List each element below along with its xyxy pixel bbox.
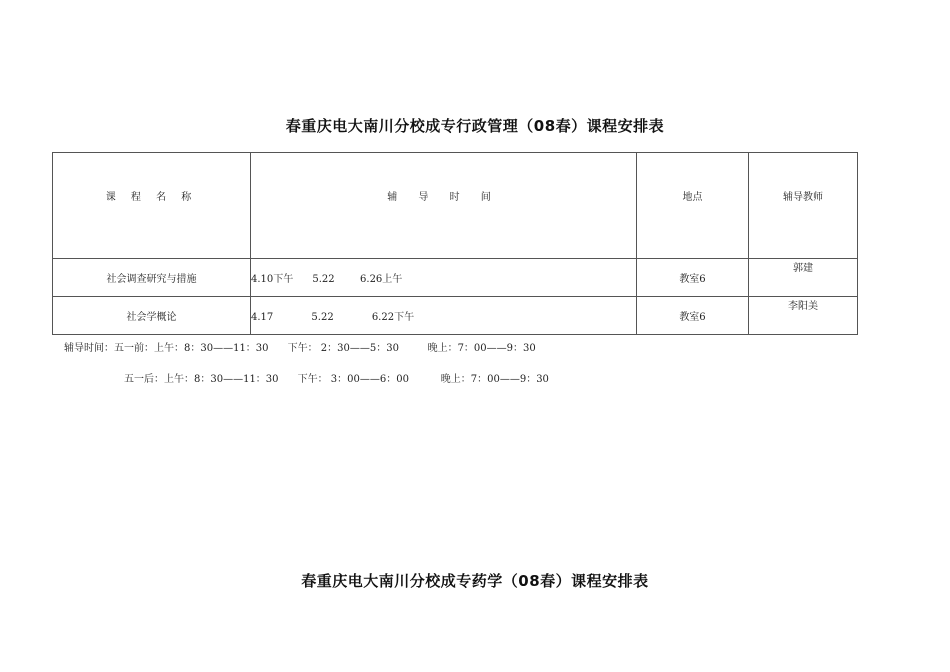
teacher-cell: 郭建 [749,259,858,297]
place-cell: 教室6 [637,297,749,335]
header-place-label: 地点 [682,192,703,203]
header-course-name-label: 课 程 名 称 [105,192,198,203]
course-name-cell: 社会调查研究与措施 [53,259,251,297]
header-tutoring-time [251,153,637,259]
header-tutoring-time-label: 辅 导 时 间 [387,192,500,203]
schedule-title-administration: 春重庆电大南川分校成专行政管理（08春）课程安排表 [285,117,665,135]
tutoring-hours-note-after-may-day: 五一后：上午：8：30——11：30 下午： 3：00——6：00 晚上：7：00——9：30 [124,374,549,385]
header-course-name [53,153,251,259]
tutoring-times-cell: 4.10下午 5.22 6.26上午 [251,259,637,297]
tutoring-times-cell: 4.17 5.22 6.22下午 [251,297,637,335]
teacher-cell: 李阳美 [749,297,858,335]
header-teacher [749,153,858,259]
table-row [53,259,858,297]
header-teacher-label: 辅导教师 [783,192,823,203]
header-place [637,153,749,259]
place-cell: 教室6 [637,259,749,297]
table-header-row [53,153,858,259]
table-row [53,297,858,335]
course-schedule-table [52,152,858,335]
course-name-cell: 社会学概论 [53,297,251,335]
tutoring-hours-note-before-may-day: 辅导时间：五一前：上午：8：30——11：30 下午： 2：30——5：30 晚上：7：00——9：30 [64,343,536,354]
schedule-title-pharmacy: 春重庆电大南川分校成专药学（08春）课程安排表 [301,572,649,590]
